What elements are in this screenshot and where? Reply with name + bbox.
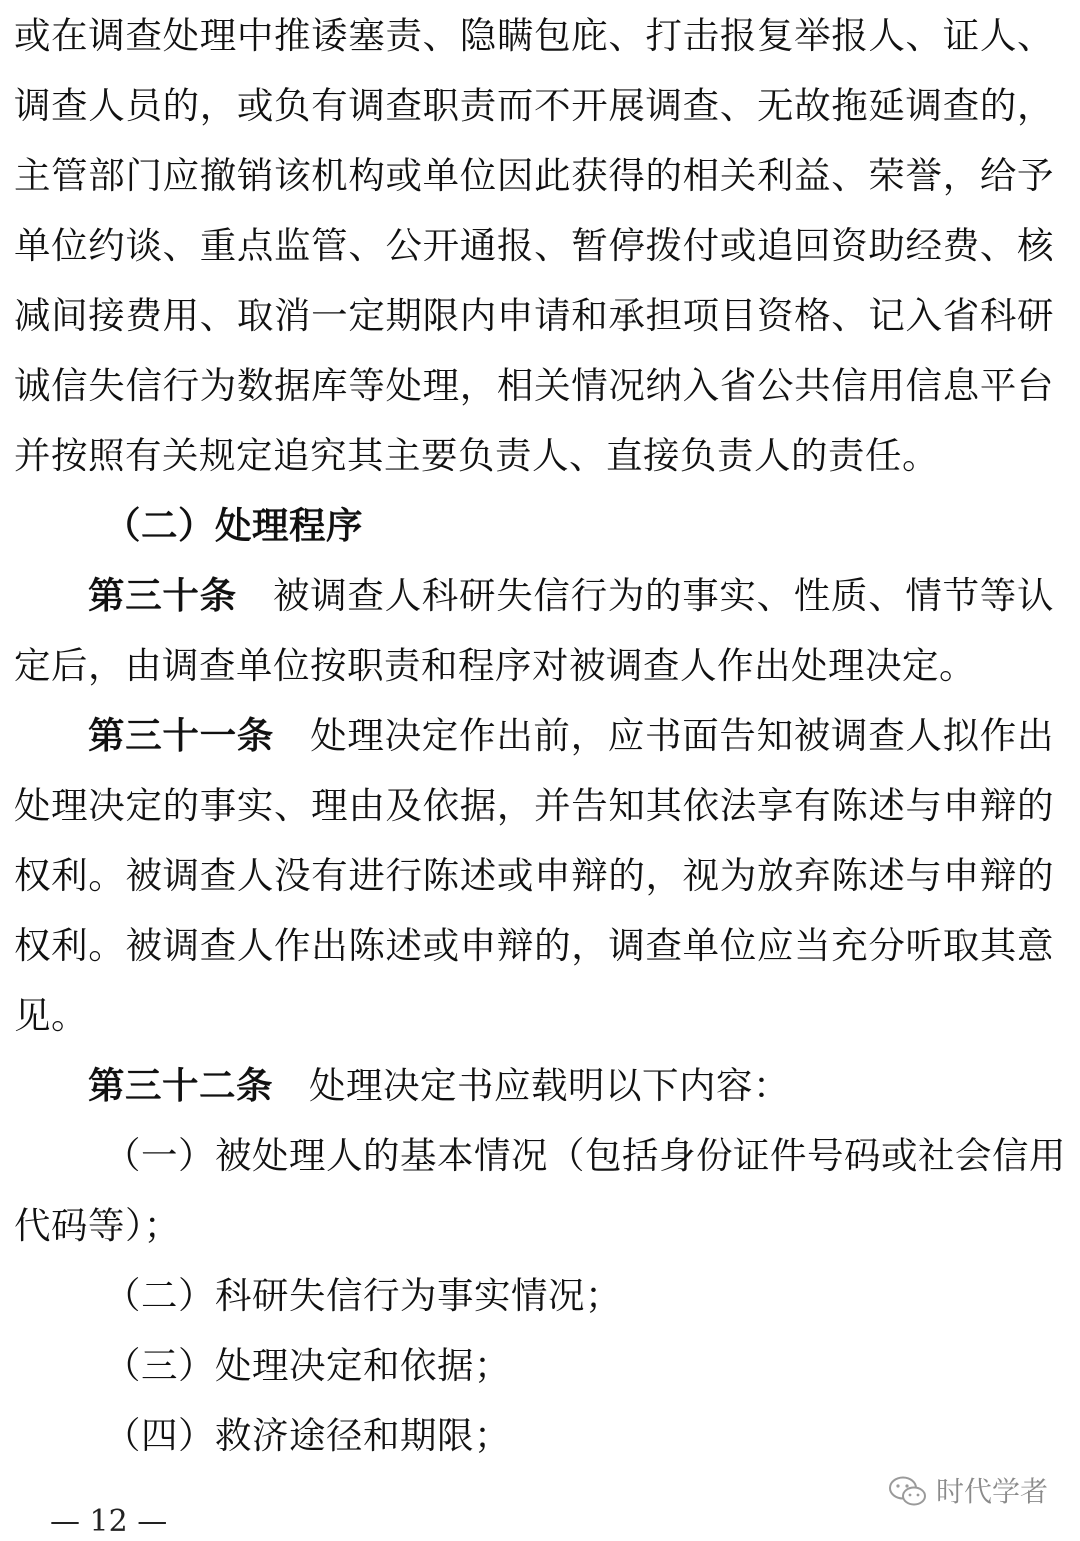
body-line: 处理决定的事实、理由及依据，并告知其依法享有陈述与申辩的 bbox=[14, 784, 1054, 827]
article-label: 第三十一条 bbox=[88, 714, 274, 757]
article-32-first-line bbox=[88, 1066, 1054, 1110]
body-line: 定后，由调查单位按职责和程序对被调查人作出处理决定。 bbox=[14, 644, 976, 687]
article-text: 处理决定作出前，应书面告知被调查人拟作出 bbox=[310, 714, 1054, 757]
article-31-first-line bbox=[88, 716, 1054, 760]
body-line: 主管部门应撤销该机构或单位因此获得的相关利益、荣誉，给予 bbox=[14, 154, 1054, 197]
body-line: 减间接费用、取消一定期限内申请和承担项目资格、记入省科研 bbox=[14, 294, 1054, 337]
wechat-icon bbox=[888, 1475, 928, 1509]
body-line: 权利。被调查人作出陈述或申辩的，调查单位应当充分听取其意 bbox=[14, 924, 1054, 967]
watermark bbox=[888, 1470, 1048, 1514]
body-line: 调查人员的，或负有调查职责而不开展调查、无故拖延调查的， bbox=[14, 84, 1054, 127]
list-item: （一）被处理人的基本情况（包括身份证件号码或社会信用 bbox=[104, 1134, 1066, 1177]
article-30-first-line bbox=[88, 576, 1054, 620]
list-item: （二）科研失信行为事实情况； bbox=[104, 1274, 622, 1317]
list-item: （三）处理决定和依据； bbox=[104, 1344, 511, 1387]
watermark-text: 时代学者 bbox=[935, 1475, 1048, 1508]
article-label: 第三十条 bbox=[88, 574, 237, 617]
article-label: 第三十二条 bbox=[88, 1064, 273, 1107]
page-number: — 12 — bbox=[50, 1504, 168, 1539]
body-line: 或在调查处理中推诿塞责、隐瞒包庇、打击报复举报人、证人、 bbox=[14, 14, 1054, 57]
body-line: 诚信失信行为数据库等处理，相关情况纳入省公共信用信息平台 bbox=[14, 364, 1054, 407]
body-line: 权利。被调查人没有进行陈述或申辩的，视为放弃陈述与申辩的 bbox=[14, 854, 1054, 897]
body-line: 单位约谈、重点监管、公开通报、暂停拨付或追回资助经费、核 bbox=[14, 224, 1054, 267]
list-item-continuation: 代码等）； bbox=[14, 1204, 181, 1247]
article-text: 处理决定书应载明以下内容： bbox=[309, 1064, 790, 1107]
list-item: （四）救济途径和期限； bbox=[104, 1414, 511, 1457]
section-heading: （二）处理程序 bbox=[104, 504, 363, 547]
body-line: 见。 bbox=[14, 994, 88, 1037]
body-line: 并按照有关规定追究其主要负责人、直接负责人的责任。 bbox=[14, 434, 939, 477]
article-text: 被调查人科研失信行为的事实、性质、情节等认 bbox=[272, 574, 1055, 617]
